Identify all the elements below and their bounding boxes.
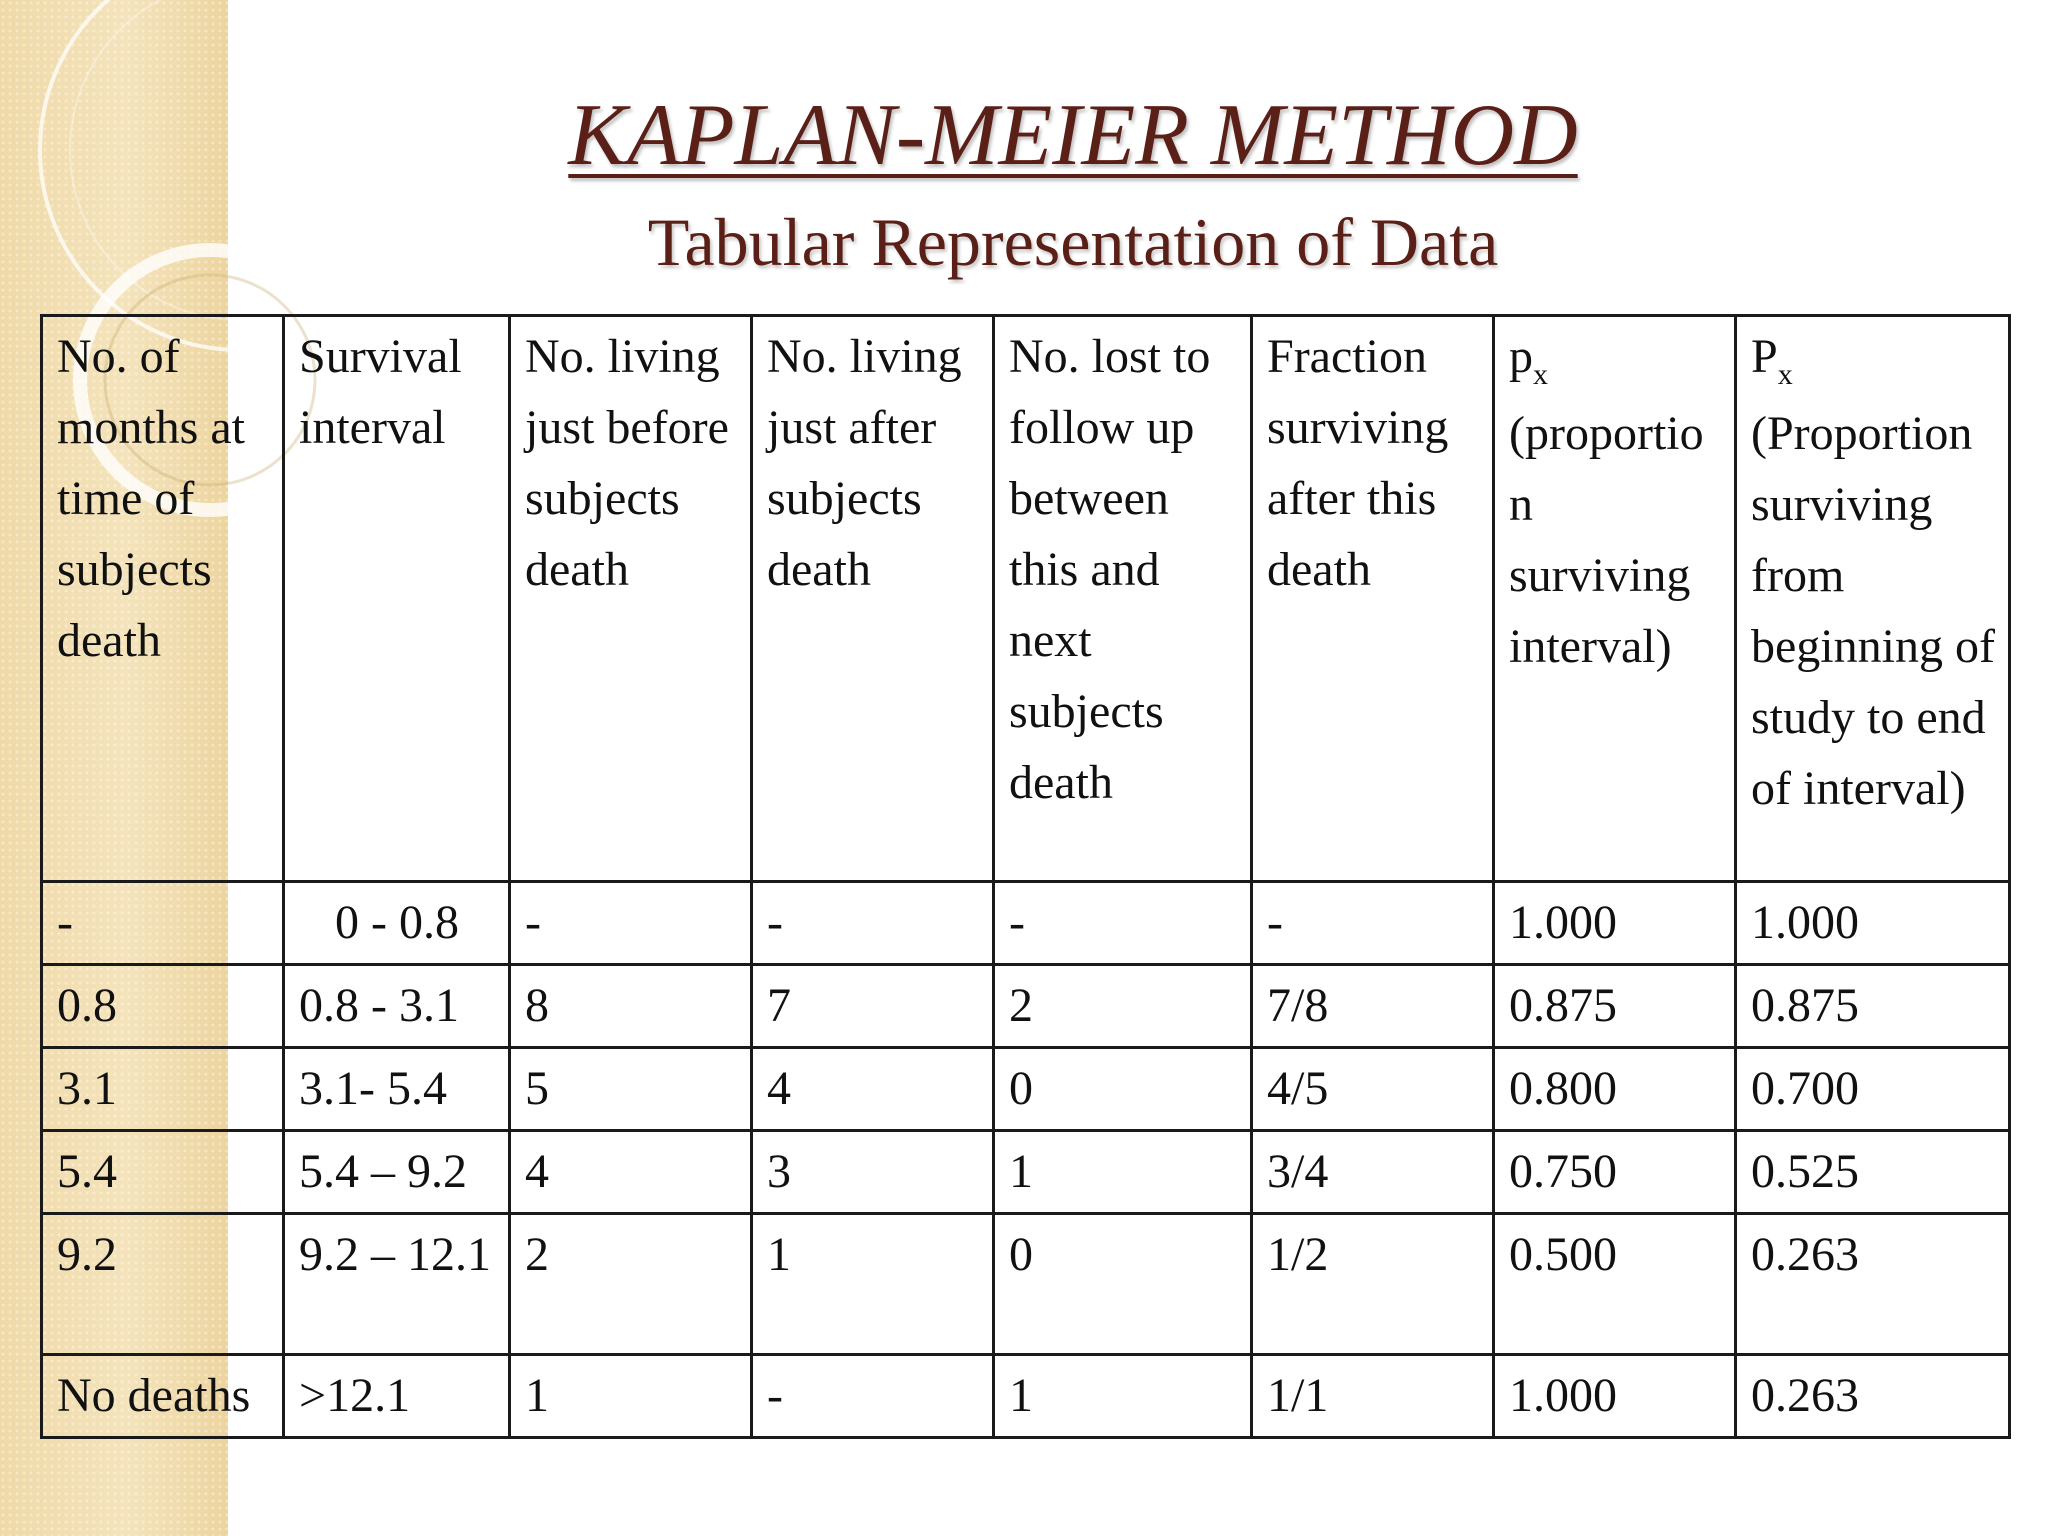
table-cell: 1/2 xyxy=(1252,1214,1494,1355)
header-px-lower: $p_x$ (proportion surviving interval) xyxy=(1494,316,1736,882)
table-cell: 1.000 xyxy=(1494,1355,1736,1438)
table-cell: 5 xyxy=(510,1048,752,1131)
table-cell: 0.700 xyxy=(1736,1048,2010,1131)
table-cell: - xyxy=(752,1355,994,1438)
table-cell: - xyxy=(42,882,284,965)
table-cell: 0.525 xyxy=(1736,1131,2010,1214)
table-cell: 4 xyxy=(510,1131,752,1214)
kaplan-meier-table xyxy=(40,314,2011,1439)
table-row xyxy=(42,1214,2010,1355)
header-living-after: No. living just after subjects death xyxy=(752,316,994,882)
table-cell: 0.8 xyxy=(42,965,284,1048)
table-cell: 0 xyxy=(994,1214,1252,1355)
table-row xyxy=(42,882,2010,965)
table-cell: 7 xyxy=(752,965,994,1048)
slide-title: KAPLAN-MEIER METHOD xyxy=(568,87,1578,184)
table-cell: 0.750 xyxy=(1494,1131,1736,1214)
table-cell: 3/4 xyxy=(1252,1131,1494,1214)
table-cell: 1 xyxy=(994,1131,1252,1214)
table-cell: 7/8 xyxy=(1252,965,1494,1048)
table-cell: 4/5 xyxy=(1252,1048,1494,1131)
header-row xyxy=(42,316,2010,882)
table-cell: 1 xyxy=(994,1355,1252,1438)
table-cell: 0 xyxy=(994,1048,1252,1131)
table-cell: No deaths xyxy=(42,1355,284,1438)
table-row xyxy=(42,1048,2010,1131)
table-cell: 1 xyxy=(510,1355,752,1438)
slide-subtitle: Tabular Representation of Data xyxy=(647,204,1499,280)
table-row xyxy=(42,965,2010,1048)
table-cell: - xyxy=(752,882,994,965)
table-cell: 9.2 – 12.1 xyxy=(284,1214,510,1355)
table-cell: 3.1- 5.4 xyxy=(284,1048,510,1131)
table-cell: 4 xyxy=(752,1048,994,1131)
table-cell: >12.1 xyxy=(284,1355,510,1438)
table-cell: 0 - 0.8 xyxy=(284,882,510,965)
header-lost-to-follow-up: No. lost to follow up between this and next subjects death xyxy=(994,316,1252,882)
table-row xyxy=(42,1355,2010,1438)
table-cell: 1/1 xyxy=(1252,1355,1494,1438)
table-cell: 0.263 xyxy=(1736,1214,2010,1355)
table-cell: 1.000 xyxy=(1494,882,1736,965)
table-cell: - xyxy=(994,882,1252,965)
header-living-before: No. living just before subjects death xyxy=(510,316,752,882)
table-cell: - xyxy=(1252,882,1494,965)
table-cell: 0.8 - 3.1 xyxy=(284,965,510,1048)
table-cell: 2 xyxy=(510,1214,752,1355)
table-row xyxy=(42,1131,2010,1214)
table-cell: - xyxy=(510,882,752,965)
table-cell: 0.263 xyxy=(1736,1355,2010,1438)
table-cell: 2 xyxy=(994,965,1252,1048)
table-cell: 8 xyxy=(510,965,752,1048)
table-cell: 3 xyxy=(752,1131,994,1214)
table-cell: 5.4 – 9.2 xyxy=(284,1131,510,1214)
table-cell: 1 xyxy=(752,1214,994,1355)
header-months-at-death: No. of months at time of subjects death xyxy=(42,316,284,882)
header-px-upper: $P_x$ (Proportion surviving from beginning of study to end of interval) xyxy=(1736,316,2010,882)
table-cell: 0.875 xyxy=(1736,965,2010,1048)
table-cell: 0.875 xyxy=(1494,965,1736,1048)
table-cell: 5.4 xyxy=(42,1131,284,1214)
table-cell: 0.500 xyxy=(1494,1214,1736,1355)
table-cell: 0.800 xyxy=(1494,1048,1736,1131)
header-survival-interval: Survival interval xyxy=(284,316,510,882)
table-cell: 9.2 xyxy=(42,1214,284,1355)
table-cell: 1.000 xyxy=(1736,882,2010,965)
table-cell: 3.1 xyxy=(42,1048,284,1131)
header-fraction-surviving: Fraction surviving after this death xyxy=(1252,316,1494,882)
